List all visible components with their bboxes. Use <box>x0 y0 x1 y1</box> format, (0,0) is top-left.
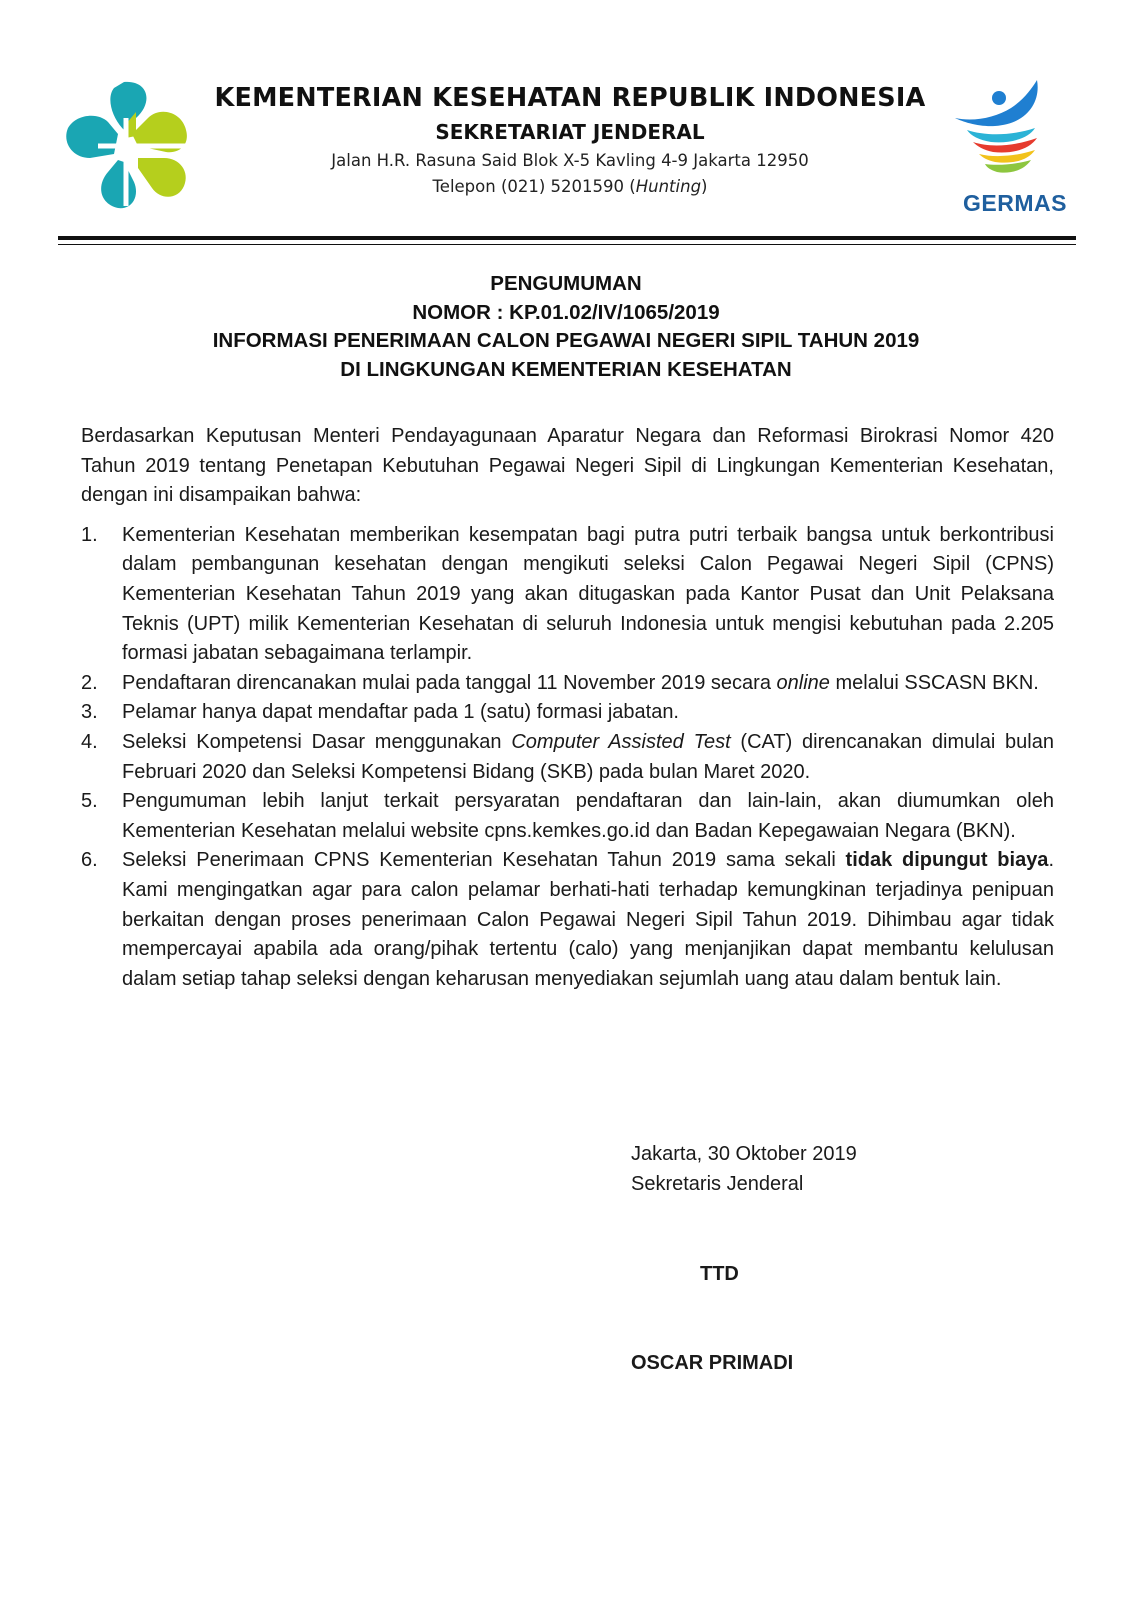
item-text: Seleksi Kompetensi Dasar menggunakan <box>122 730 512 753</box>
list-item <box>81 698 1054 728</box>
item-text: Pendaftaran direncanakan mulai pada tanggal 11 November 2019 secara <box>122 671 777 694</box>
phone-emphasis: Hunting <box>635 177 702 196</box>
announcement-title-line1: INFORMASI PENERIMAAN CALON PEGAWAI NEGERI SIPIL TAHUN 2019 <box>212 329 920 352</box>
announcement-label: PENGUMUMAN <box>490 272 642 295</box>
germas-label: GERMAS <box>963 190 1067 216</box>
item-number: 2. <box>81 671 98 694</box>
announcement-list <box>81 521 1054 995</box>
item-number: 3. <box>81 701 98 724</box>
item-number: 6. <box>81 849 98 872</box>
phone-suffix: ) <box>701 177 708 196</box>
list-item <box>81 787 1054 846</box>
announcement-title-line2: DI LINGKUNGAN KEMENTERIAN KESEHATAN <box>340 357 792 381</box>
item-number: 4. <box>81 730 98 753</box>
intro-paragraph: Berdasarkan Keputusan Menteri Pendayagunaan Aparatur Negara dan Reformasi Birokrasi Nomor 420 Tahun 2019 tentang Penetapan Kebutuhan Pegawai Negeri Sipil di Lingkungan Kementerian Kesehatan, dengan ini disampaikan bahwa: <box>81 425 1054 507</box>
germas-logo <box>955 78 1075 223</box>
item-text: Pengumuman lebih lanjut terkait persyaratan pendaftaran dan lain-lain, akan diumumkan oleh Kementerian Kesehatan melalui website cpns.kemkes.go.id dan Badan Kepegawaian Negara (BKN). <box>122 790 1054 842</box>
item-number: 1. <box>81 523 98 546</box>
signatory-name: OSCAR PRIMADI <box>631 1352 794 1374</box>
item-number: 5. <box>81 790 98 813</box>
letterhead-rule-thin <box>58 244 1076 245</box>
item-text: Pelamar hanya dapat mendaftar pada 1 (satu) formasi jabatan. <box>122 701 679 724</box>
list-item <box>81 728 1054 787</box>
list-item <box>81 521 1054 669</box>
item-text: . Kami mengingatkan agar para calon pelamar berhati-hati terhadap kemungkinan terjadinya penipuan berkaitan dengan proses penerimaan Calon Pegawai Negeri Sipil Tahun 2019. Dihimbau agar tidak mempercayai apabila ada orang/pihak tertentu (calo) yang menjanjikan dapat membantu kelulusan dalam setiap tahap seleksi dengan keharusan menyediakan sejumlah uang atau dalam bentuk lain. <box>122 849 1054 990</box>
letterhead-text <box>180 82 960 200</box>
signature-ttd: TTD <box>700 1263 739 1285</box>
item-text: Seleksi Penerimaan CPNS Kementerian Kesehatan Tahun 2019 sama sekali <box>122 849 846 872</box>
signature-place-date: Jakarta, 30 Oktober 2019 <box>631 1143 857 1165</box>
letterhead <box>0 0 1132 250</box>
announcement-number: NOMOR : KP.01.02/IV/1065/2019 <box>412 300 720 324</box>
item-italic-text: online <box>776 671 830 694</box>
ministry-name: KEMENTERIAN KESEHATAN REPUBLIK INDONESIA <box>214 83 926 113</box>
phone <box>180 174 960 200</box>
announcement-title-block <box>60 270 1072 384</box>
announcement-body <box>81 422 1054 994</box>
germas-logo-icon <box>955 78 1075 188</box>
secretariat-name: SEKRETARIAT JENDERAL <box>435 120 705 144</box>
item-italic-text: Computer Assisted Test <box>511 730 731 753</box>
item-text: melalui SSCASN BKN. <box>829 671 1039 694</box>
letterhead-rule-thick <box>58 236 1076 240</box>
item-text: Kementerian Kesehatan memberikan kesempatan bagi putra putri terbaik bangsa untuk berkontribusi dalam pembangunan kesehatan dengan mengikuti seleksi Calon Pegawai Negeri Sipil (CPNS) Kementerian Kesehatan Tahun 2019 yang akan ditugaskan pada Kantor Pusat dan Unit Pelaksana Teknis (UPT) milik Kementerian Kesehatan di seluruh Indonesia untuk mengisi kebutuhan pada 2.205 formasi jabatan sebagaimana terlampir. <box>122 523 1054 665</box>
signature-block <box>631 1139 1011 1199</box>
item-text: (CAT) direncanakan dimulai bulan Februari 2020 dan Seleksi Kompetensi Bidang (SKB) pada bulan Maret 2020. <box>122 730 1054 783</box>
list-item <box>81 846 1054 994</box>
kemkes-logo-icon <box>62 78 192 213</box>
address: Jalan H.R. Rasuna Said Blok X-5 Kavling 4-9 Jakarta 12950 <box>331 151 809 170</box>
item-bold-text: tidak dipungut biaya <box>845 849 1049 872</box>
phone-prefix: Telepon (021) 5201590 ( <box>432 177 636 196</box>
list-item <box>81 669 1054 699</box>
signature-position: Sekretaris Jenderal <box>631 1173 804 1195</box>
